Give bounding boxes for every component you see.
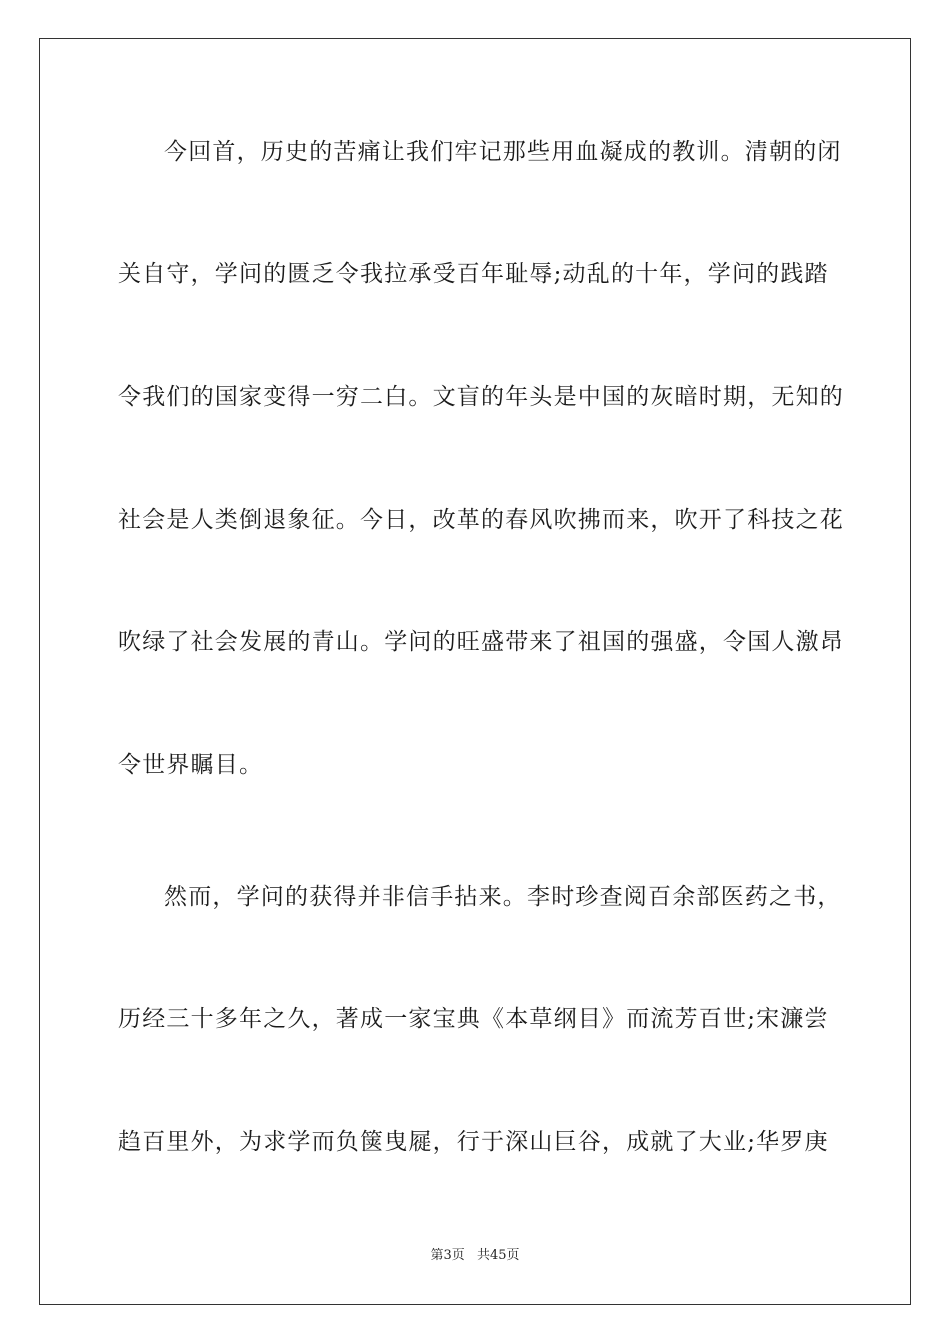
paragraph-1-line-5: 吹绿了社会发展的青山。学问的旺盛带来了祖国的强盛，令国人激昂: [118, 629, 844, 655]
paragraph-1-line-3: 令我们的国家变得一穷二白。文盲的年头是中国的灰暗时期，无知的: [118, 384, 844, 410]
paragraph-1-line-6: 令世界瞩目。: [118, 752, 264, 778]
paragraph-2-line-2: 历经三十多年之久，著成一家宝典《本草纲目》而流芳百世;宋濂尝: [118, 1006, 829, 1032]
paragraph-1-line-4: 社会是人类倒退象征。今日，改革的春风吹拂而来，吹开了科技之花: [118, 507, 844, 533]
page-footer: [0, 1244, 950, 1263]
page-total: 共45页: [476, 1248, 520, 1263]
page-border: [39, 38, 911, 1305]
paragraph-2-line-1: 然而，学问的获得并非信手拈来。李时珍查阅百余部医药之书，: [164, 884, 842, 910]
paragraph-1-line-1: 今回首，历史的苦痛让我们牢记那些用血凝成的教训。清朝的闭: [164, 139, 842, 165]
paragraph-2-line-3: 趋百里外，为求学而负箧曳屣，行于深山巨谷，成就了大业;华罗庚: [118, 1129, 829, 1155]
paragraph-1-line-2: 关自守，学问的匮乏令我拉承受百年耻辱;动乱的十年，学问的践踏: [118, 261, 829, 287]
page-number: 第3页: [430, 1248, 465, 1263]
